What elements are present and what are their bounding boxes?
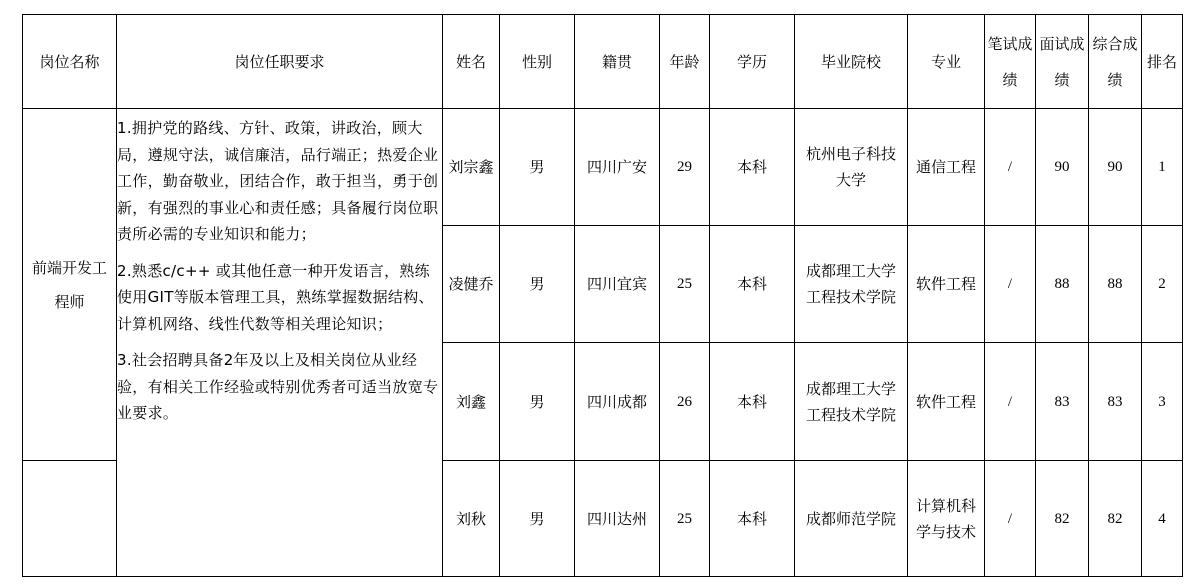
position-name-cell-empty xyxy=(23,461,117,577)
header-school: 毕业院校 xyxy=(795,15,908,109)
candidate-written-score: / xyxy=(985,343,1036,461)
candidate-age: 25 xyxy=(660,461,710,577)
header-education: 学历 xyxy=(710,15,795,109)
candidate-name: 刘鑫 xyxy=(443,343,500,461)
candidate-rank: 3 xyxy=(1142,343,1183,461)
major-line2: 学与技术 xyxy=(915,522,976,541)
major-line1: 软件工程 xyxy=(915,275,976,293)
candidate-rank: 2 xyxy=(1142,226,1183,343)
school-line2: 工程技术学院 xyxy=(805,405,896,424)
candidate-gender: 男 xyxy=(500,461,575,577)
header-written-line1: 笔试成 xyxy=(987,34,1033,53)
header-name: 姓名 xyxy=(443,15,500,109)
candidate-name: 凌健乔 xyxy=(443,226,500,343)
header-position-name: 岗位名称 xyxy=(23,15,117,109)
candidate-written-score: / xyxy=(985,461,1036,577)
header-rank: 排名 xyxy=(1142,15,1183,109)
candidate-origin: 四川宜宾 xyxy=(575,226,660,343)
candidate-education: 本科 xyxy=(710,109,795,226)
candidate-major xyxy=(908,109,985,226)
candidate-age: 26 xyxy=(660,343,710,461)
requirements-cell xyxy=(117,109,443,577)
candidate-name: 刘宗鑫 xyxy=(443,109,500,226)
candidate-results-table xyxy=(22,14,1183,577)
candidate-overall-score: 83 xyxy=(1089,343,1142,461)
header-requirements: 岗位任职要求 xyxy=(117,15,443,109)
candidate-school xyxy=(795,461,908,577)
major-line1: 计算机科 xyxy=(915,496,976,515)
requirement-item-2: 2.熟悉c/c++ 或其他任意一种开发语言，熟练使用GIT等版本管理工具，熟练掌握数据结构、计算机网络、线性代数等相关理论知识； xyxy=(117,261,434,333)
school-line1: 成都师范学院 xyxy=(805,509,896,528)
candidate-education: 本科 xyxy=(710,343,795,461)
candidate-interview-score: 88 xyxy=(1036,226,1089,343)
header-interview-line2: 绩 xyxy=(1054,70,1070,89)
table-row xyxy=(23,109,1183,226)
header-written-score xyxy=(985,15,1036,109)
header-origin: 籍贯 xyxy=(575,15,660,109)
school-line1: 成都理工大学 xyxy=(805,379,896,398)
candidate-school xyxy=(795,343,908,461)
candidate-overall-score: 82 xyxy=(1089,461,1142,577)
candidate-origin: 四川广安 xyxy=(575,109,660,226)
candidate-name: 刘秋 xyxy=(443,461,500,577)
candidate-age: 29 xyxy=(660,109,710,226)
header-row xyxy=(23,15,1183,109)
header-overall-line1: 综合成 xyxy=(1092,34,1138,53)
candidate-interview-score: 82 xyxy=(1036,461,1089,577)
requirement-item-1: 1.拥护党的路线、方针、政策，讲政治，顾大局，遵规守法，诚信廉洁，品行端正；热爱企业工作，勤奋敬业，团结合作，敢于担当，勇于创新，有强烈的事业心和责任感；具备履行岗位职责所必需的专业知识和能力； xyxy=(117,119,439,243)
candidate-interview-score: 90 xyxy=(1036,109,1089,226)
school-line1: 成都理工大学 xyxy=(805,262,896,280)
header-gender: 性别 xyxy=(500,15,575,109)
candidate-gender: 男 xyxy=(500,109,575,226)
candidate-major xyxy=(908,461,985,577)
candidate-written-score: / xyxy=(985,226,1036,343)
candidate-overall-score: 88 xyxy=(1089,226,1142,343)
header-overall-line2: 绩 xyxy=(1107,70,1123,89)
header-major: 专业 xyxy=(908,15,985,109)
position-name-line1: 前端开发工 xyxy=(31,258,107,277)
candidate-school xyxy=(795,226,908,343)
candidate-rank: 4 xyxy=(1142,461,1183,577)
candidate-education: 本科 xyxy=(710,226,795,343)
candidate-school xyxy=(795,109,908,226)
candidate-gender: 男 xyxy=(500,226,575,343)
header-age: 年龄 xyxy=(660,15,710,109)
school-line2: 大学 xyxy=(835,171,866,189)
candidate-rank: 1 xyxy=(1142,109,1183,226)
header-written-line2: 绩 xyxy=(1002,70,1018,89)
position-name-cell xyxy=(23,109,117,461)
position-name-line2: 程师 xyxy=(54,292,85,311)
candidate-interview-score: 83 xyxy=(1036,343,1089,461)
candidate-overall-score: 90 xyxy=(1089,109,1142,226)
candidate-origin: 四川达州 xyxy=(575,461,660,577)
major-line1: 软件工程 xyxy=(915,392,976,411)
candidate-written-score: / xyxy=(985,109,1036,226)
school-line1: 杭州电子科技 xyxy=(805,145,896,163)
school-line2: 工程技术学院 xyxy=(805,288,896,306)
candidate-gender: 男 xyxy=(500,343,575,461)
candidate-origin: 四川成都 xyxy=(575,343,660,461)
candidate-major xyxy=(908,343,985,461)
header-interview-score xyxy=(1036,15,1089,109)
candidate-education: 本科 xyxy=(710,461,795,577)
candidate-major xyxy=(908,226,985,343)
header-interview-line1: 面试成 xyxy=(1039,34,1085,53)
major-line1: 通信工程 xyxy=(915,158,976,176)
header-overall-score xyxy=(1089,15,1142,109)
requirement-item-3: 3.社会招聘具备2年及以上及相关岗位从业经验，有相关工作经验或特别优秀者可适当放宽专业要求。 xyxy=(117,351,439,422)
candidate-age: 25 xyxy=(660,226,710,343)
